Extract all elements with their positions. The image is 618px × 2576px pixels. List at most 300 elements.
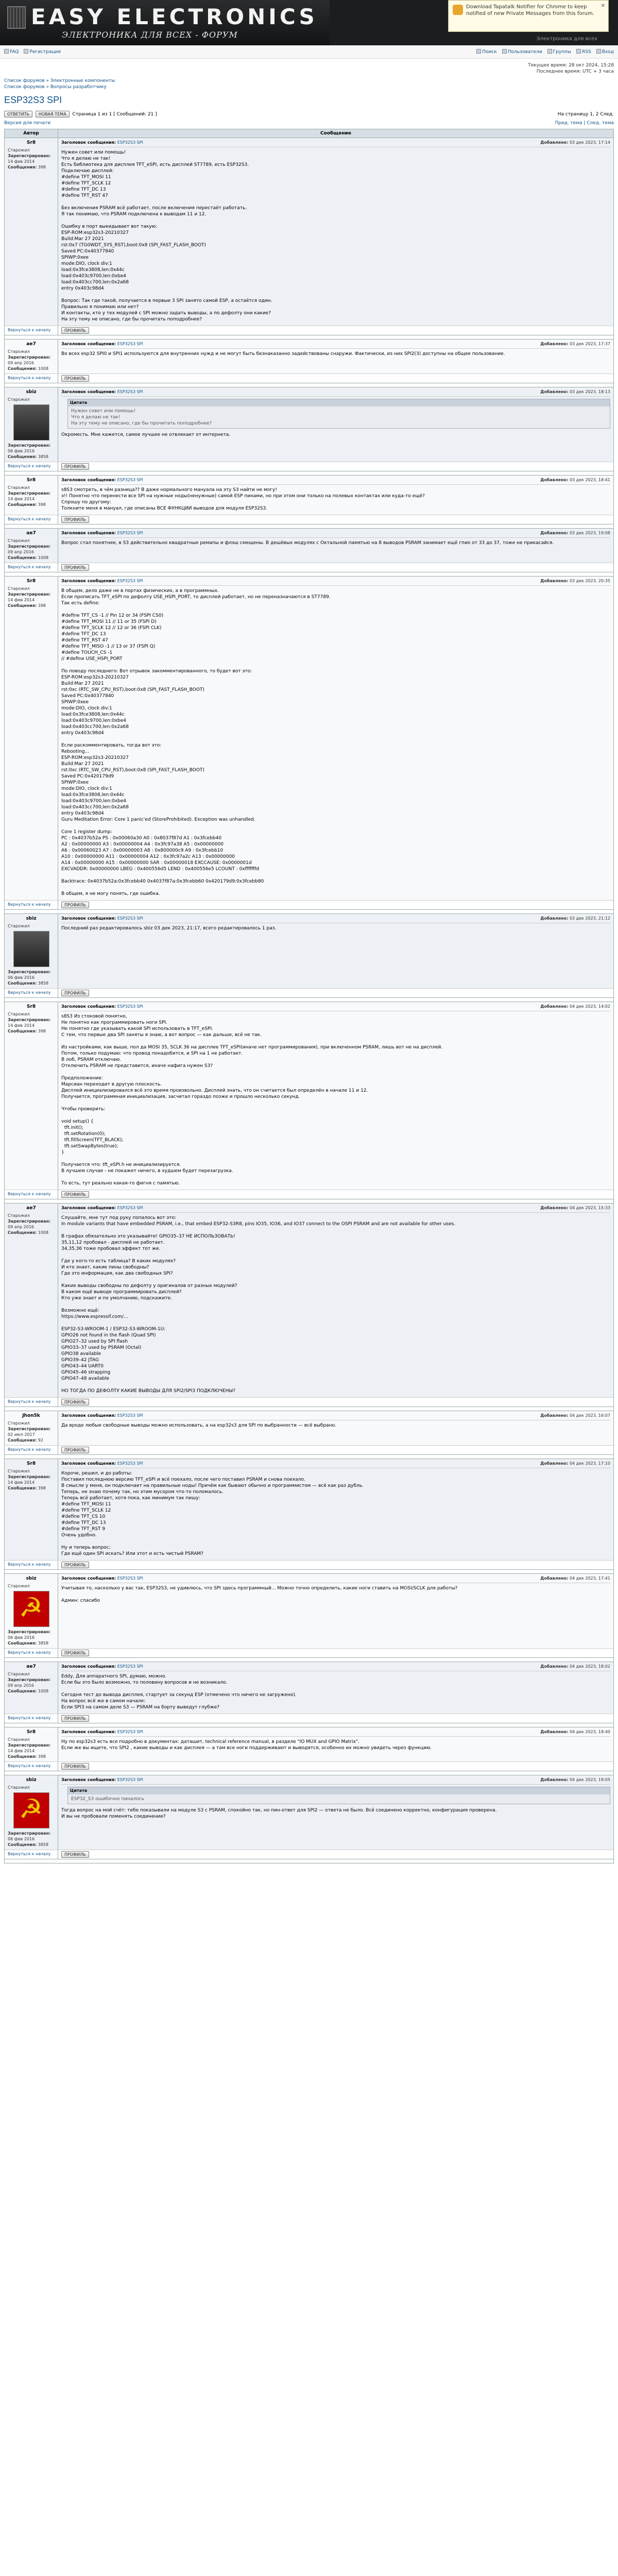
profile-button[interactable]: ПРОФИЛЬ bbox=[61, 1763, 89, 1770]
date-value: 04 дек 2023, 17:10 bbox=[569, 1461, 610, 1466]
date-value: 03 дек 2023, 18:13 bbox=[569, 389, 610, 394]
rss-icon bbox=[576, 49, 581, 54]
col-message: Сообщение bbox=[320, 131, 351, 136]
author-rank: Старожил bbox=[8, 538, 30, 543]
post-subject bbox=[61, 341, 143, 347]
post-footer bbox=[5, 515, 613, 524]
date-value: 04 дек 2023, 16:07 bbox=[569, 1413, 610, 1418]
post-subject bbox=[61, 1729, 143, 1735]
post-text: Нужен совет или помощь! Что я делаю не так! Есть библиотека для дисплея TFT_eSPI, есть дисплей ST7789, есть ESP32S3. Подключаю дисплей: #define TFT_MOSI 11 #define TFT_SCLK 12 #define TFT_DC 13 #define TFT_RST 47 Без включения PSRAM всё работает, после включения перестаёт работать. Я так понимаю, что PSRAM подключена к выводам 11 и 12. Ошибку в порт выкидывает вот такую: ESP-ROM:esp32s3-20210327 Build:Mar 27 2021 rst:0x7 (TG0WDT_SYS_RST),boot:0x8 (SPI_FAST_FLASH_BOOT) Saved PC:0x40377840 SPIWP:0xee mode:DIO, clock div:1 load:0x3fce3808,len:0x44c load:0x403c9700,len:0xbe4 load:0x403cc700,len:0x2a68 entry 0x403c98d4 Вопрос: Так где такой, получается в первые 3 SPI занято самой ESP, а остаётся один. Правильно я понимаю или нет? И контакты, кто у тех модулей с SPI можно задать выводы, а по дефолту они какие? На эту тему не описано, где бы прочитать поподробнее? bbox=[61, 150, 272, 322]
subject-link[interactable]: ESP32S3 SPI bbox=[117, 1664, 143, 1669]
registered-label: Зарегистрирован: bbox=[8, 1831, 51, 1836]
avatar[interactable] bbox=[13, 404, 49, 440]
post-subject bbox=[61, 1777, 143, 1783]
post bbox=[5, 1203, 613, 1411]
post-text: Короче, решил, и до работы: Поставил последнюю версию TFT_eSPI и всё поехало, после чего поставил PSRAM и снова поехало. В смысле у меня, он подключает на правильные ноды! Причём как бывают обычно и программистом — всё как раз дубль. Теперь, не знаю почему так, но этим мусором что-то поломалось. Теперь всё работает, хотя пока, как минимум так пишу: #define TFT_MOSI 11 #define TFT_SCLK 12 #define TFT_CS 10 #define TFT_DC 13 #define TFT_RST 9 Очень удобно. Ну и теперь вопрос: Где ещё один SPI искать? Или этот и есть чистый PSRAM? bbox=[61, 1471, 364, 1556]
author-rank: Старожил bbox=[8, 586, 30, 591]
messages-value: 398 bbox=[38, 603, 46, 608]
post bbox=[5, 1727, 613, 1775]
to-top-link[interactable]: Вернуться к началу bbox=[8, 376, 51, 380]
faq-icon bbox=[4, 49, 9, 54]
notice-text: Download Tapatalk Notifier for Chrome to keep notified of new Private Messages from this forum. bbox=[466, 4, 594, 16]
post-row bbox=[5, 1573, 613, 1648]
author-messages bbox=[8, 603, 55, 608]
post-message bbox=[58, 1204, 613, 1397]
post-body bbox=[61, 1422, 610, 1429]
post-row bbox=[5, 576, 613, 900]
subject-label: Заголовок сообщения: bbox=[61, 1413, 116, 1418]
author-name[interactable]: Sr8 bbox=[26, 579, 36, 584]
post-actions bbox=[58, 1561, 613, 1569]
subject-link[interactable]: ESP32S3 SPI bbox=[117, 389, 143, 394]
pagination[interactable]: На страницу 1, 2 След. bbox=[557, 111, 614, 117]
subject-link[interactable]: ESP32S3 SPI bbox=[117, 342, 143, 346]
profile-button[interactable]: ПРОФИЛЬ bbox=[61, 463, 89, 470]
date-value: 04 дек 2023, 14:02 bbox=[569, 1004, 610, 1009]
avatar[interactable] bbox=[13, 1792, 49, 1828]
post-header bbox=[61, 341, 610, 349]
post-body bbox=[61, 351, 610, 357]
post-text: Последний раз редактировалось sbiz 03 дек 2023, 21:17, всего редактировалось 1 раз. bbox=[61, 926, 277, 931]
post-body bbox=[61, 487, 610, 512]
messages-value: 398 bbox=[38, 1029, 46, 1033]
subject-link[interactable]: ESP32S3 SPI bbox=[117, 1730, 143, 1734]
messages-label: Сообщения: bbox=[8, 981, 37, 986]
close-icon[interactable]: ✕ bbox=[600, 3, 605, 9]
post-text: Ну по esp32s3 есть все подробно в документах: даташит, technical reference manual, в разделе "IO MUX and GPIO Matrix". Если же вы ищете, что SPI2 , какие выводы и как дисплея — а там все ноги поддерживают и выводятся, особенно их можно увидеть через функцию. bbox=[61, 1739, 432, 1751]
post-row bbox=[5, 528, 613, 563]
messages-label: Сообщения: bbox=[8, 1486, 37, 1490]
post-actions bbox=[58, 1649, 613, 1657]
subject-link[interactable]: ESP32S3 SPI bbox=[117, 140, 143, 145]
messages-label: Сообщения: bbox=[8, 1029, 37, 1033]
author-messages bbox=[8, 555, 55, 561]
post-spacer bbox=[5, 1454, 613, 1459]
subject-link[interactable]: ESP32S3 SPI bbox=[117, 1413, 143, 1418]
post-body bbox=[61, 1673, 610, 1710]
post-row bbox=[5, 913, 613, 988]
to-top-cell bbox=[5, 1190, 58, 1199]
to-top-link[interactable]: Вернуться к началу bbox=[8, 1650, 51, 1655]
to-top-cell bbox=[5, 563, 58, 572]
date-value: 03 дек 2023, 18:41 bbox=[569, 478, 610, 482]
profile-button[interactable]: ПРОФИЛЬ bbox=[61, 1399, 89, 1405]
author-name[interactable]: sbiz bbox=[26, 916, 37, 921]
profile-button[interactable]: ПРОФИЛЬ bbox=[61, 990, 89, 996]
post bbox=[5, 1662, 613, 1727]
author-messages bbox=[8, 502, 55, 507]
messages-value: 398 bbox=[38, 502, 46, 507]
post-date bbox=[540, 916, 610, 922]
registered-label: Зарегистрирован: bbox=[8, 491, 51, 496]
timezone-note: Последнее время: UTC + 3 часа bbox=[536, 69, 614, 74]
messages-value: 1008 bbox=[38, 366, 49, 371]
author-messages bbox=[8, 1485, 55, 1491]
post-date bbox=[540, 578, 610, 584]
messages-value: 1008 bbox=[38, 555, 49, 560]
nav-faq[interactable] bbox=[4, 49, 19, 55]
post-actions bbox=[58, 1190, 613, 1199]
post-header bbox=[61, 1575, 610, 1583]
to-top-link[interactable]: Вернуться к началу bbox=[8, 1192, 51, 1196]
post-subject bbox=[61, 1413, 143, 1419]
login-icon bbox=[596, 49, 601, 54]
post-subject bbox=[61, 1004, 143, 1010]
nav-rss[interactable] bbox=[576, 49, 591, 55]
post-spacer bbox=[5, 471, 613, 475]
post-header bbox=[61, 1461, 610, 1468]
subject-link[interactable]: ESP32S3 SPI bbox=[117, 1576, 143, 1581]
author-messages bbox=[8, 1842, 55, 1848]
date-value: 04 дек 2023, 18:02 bbox=[569, 1664, 610, 1669]
author-registered bbox=[8, 969, 55, 980]
subject-link[interactable]: ESP32S3 SPI bbox=[117, 1777, 143, 1782]
to-top-cell bbox=[5, 1762, 58, 1771]
registered-label: Зарегистрирован: bbox=[8, 592, 51, 597]
author-rank: Старожил bbox=[8, 1785, 30, 1790]
post-text: Во всех esp32 SPI0 и SPI1 используются для внутренних нужд и не могут быть безнаказанно задействованы снаружи. Фактически, из них SPI2(3) доступны на общее пользование. bbox=[61, 351, 505, 357]
messages-label: Сообщения: bbox=[8, 1689, 37, 1693]
to-top-cell bbox=[5, 1561, 58, 1569]
author-messages bbox=[8, 164, 55, 170]
added-label: Добавлено: bbox=[540, 1461, 569, 1466]
registered-value: 14 фев 2014 bbox=[8, 497, 35, 501]
to-top-link[interactable]: Вернуться к началу bbox=[8, 1562, 51, 1567]
author-name[interactable]: ae7 bbox=[26, 531, 36, 536]
subject-label: Заголовок сообщения: bbox=[61, 579, 116, 583]
post-spacer bbox=[5, 1406, 613, 1411]
topic-subtoolbar bbox=[0, 120, 618, 127]
nav-search-label: Поиск bbox=[482, 49, 497, 55]
date-value: 04 дек 2023, 17:41 bbox=[569, 1576, 610, 1581]
profile-button[interactable]: ПРОФИЛЬ bbox=[61, 375, 89, 382]
subject-label: Заголовок сообщения: bbox=[61, 1004, 116, 1009]
author-registered bbox=[8, 354, 55, 366]
subject-label: Заголовок сообщения: bbox=[61, 916, 116, 921]
date-value: 03 дек 2023, 17:37 bbox=[569, 342, 610, 346]
profile-button[interactable]: ПРОФИЛЬ bbox=[61, 564, 89, 571]
post bbox=[5, 1411, 613, 1459]
post-message bbox=[58, 138, 613, 326]
quote-block bbox=[67, 1787, 610, 1804]
subject-link[interactable]: ESP32S3 SPI bbox=[117, 1461, 143, 1466]
messages-label: Сообщения: bbox=[8, 1754, 37, 1759]
profile-button[interactable]: ПРОФИЛЬ bbox=[61, 516, 89, 523]
registered-value: 14 фев 2014 bbox=[8, 598, 35, 602]
messages-label: Сообщения: bbox=[8, 603, 37, 608]
subject-label: Заголовок сообщения: bbox=[61, 478, 116, 482]
author-name[interactable]: Jhon5k bbox=[22, 1413, 40, 1418]
post-header bbox=[61, 530, 610, 538]
post-body bbox=[61, 1013, 610, 1187]
nav-faq-label: FAQ bbox=[10, 49, 19, 55]
site-header bbox=[0, 0, 618, 45]
prev-next-topic[interactable]: Пред. тема | След. тема bbox=[555, 121, 614, 126]
author-rank: Старожил bbox=[8, 485, 30, 490]
author-name[interactable]: Sr8 bbox=[26, 1004, 36, 1009]
profile-button[interactable]: ПРОФИЛЬ bbox=[61, 902, 89, 908]
registered-value: 02 июл 2017 bbox=[8, 1432, 35, 1437]
quote-header: Цитата bbox=[68, 1787, 610, 1794]
sub-breadcrumb-link[interactable]: Список форумов » Вопросы разработчику bbox=[4, 84, 107, 90]
to-top-link[interactable]: Вернуться к началу bbox=[8, 1447, 51, 1452]
registered-label: Зарегистрирован: bbox=[8, 355, 51, 360]
post-text: Слушайте, мне тут под руку попалось вот это: In module variants that have embedded PSRAM, i.e., that embed ESP32-S3R8, pins IO35, IO36, and IO37 connect to the OSPI PSRAM and are not available for other uses. В графах обязательно это указывайте! GPIO35–37 НЕ ИСПОЛЬЗОВАТЬ! 35,11,12 пробовал - дисплей не работает. 34,35,36 тоже пробовал эффект тот же. Где у кого-то есть таблица? В каких модулях? И кто знает, какие пины свободны? Где это информация, как два свободных SPI? Какие выводы свободны по дефолту у оригиналов от разных модулей? В каком ещё выводе программировать дисплей? Кто уже знает и по умолчанию, подскажите. Возможно ещё: https://www.espressif.com/... ESP32-S3-WROOM-1 / ESP32-S3-WROOM-1U: GPIO26 not found in the flash (Quad SPI) GPIO27–32 used by SPI flash GPIO33–37 used by PSRAM (Octal) GPIO38 available GPIO39–42 JTAG GPIO43–44 UART0 GPIO45–46 strapping GPIO47–48 available НО ТОГДА ПО ДЕФОЛТУ КАКИЕ ВЫВОДЫ ДЛЯ SPI2/SPI3 ПОДКЛЮЧЕНЫ? bbox=[61, 1215, 456, 1394]
post-spacer bbox=[5, 335, 613, 339]
author-registered bbox=[8, 544, 55, 555]
subject-label: Заголовок сообщения: bbox=[61, 1664, 116, 1669]
nav-register-label: Регистрация bbox=[29, 49, 61, 55]
author-rank: Старожил bbox=[8, 397, 30, 402]
post-spacer bbox=[5, 1723, 613, 1727]
date-value: 04 дек 2023, 19:05 bbox=[569, 1777, 610, 1782]
post-message bbox=[58, 577, 613, 900]
author-name[interactable]: Sr8 bbox=[26, 140, 36, 145]
post-author bbox=[5, 340, 58, 374]
post-actions bbox=[58, 989, 613, 997]
author-messages bbox=[8, 1754, 55, 1759]
author-name[interactable]: sbiz bbox=[26, 1777, 37, 1783]
post-spacer bbox=[5, 1859, 613, 1863]
post-row bbox=[5, 1727, 613, 1761]
nav-members[interactable] bbox=[502, 49, 542, 55]
nav-members-label: Пользователи bbox=[507, 49, 542, 55]
site-logo-title[interactable]: EASY ELECTRONICS bbox=[31, 4, 318, 29]
messages-label: Сообщения: bbox=[8, 1842, 37, 1847]
post-author bbox=[5, 387, 58, 462]
subject-label: Заголовок сообщения: bbox=[61, 1576, 116, 1581]
post-date bbox=[540, 1205, 610, 1211]
registered-value: 09 апр 2016 bbox=[8, 1683, 34, 1688]
post-body bbox=[61, 925, 610, 931]
post-message bbox=[58, 1002, 613, 1190]
post-body bbox=[61, 588, 610, 897]
registered-value: 09 апр 2016 bbox=[8, 550, 34, 554]
post-actions bbox=[58, 1850, 613, 1859]
added-label: Добавлено: bbox=[540, 579, 569, 583]
profile-button[interactable]: ПРОФИЛЬ bbox=[61, 1562, 89, 1568]
subject-link[interactable]: ESP32S3 SPI bbox=[117, 1004, 143, 1009]
new-topic-button[interactable]: НОВАЯ ТЕМА bbox=[36, 111, 70, 117]
to-top-cell bbox=[5, 901, 58, 909]
profile-button[interactable]: ПРОФИЛЬ bbox=[61, 1447, 89, 1453]
subject-label: Заголовок сообщения: bbox=[61, 389, 116, 394]
post-footer bbox=[5, 1190, 613, 1199]
messages-value: 1008 bbox=[38, 1689, 49, 1693]
post-footer bbox=[5, 1560, 613, 1569]
messages-label: Сообщения: bbox=[8, 454, 37, 459]
nav-login[interactable] bbox=[596, 49, 614, 55]
nav-groups[interactable] bbox=[547, 49, 571, 55]
subject-link[interactable]: ESP32S3 SPI bbox=[117, 531, 143, 535]
to-top-cell bbox=[5, 326, 58, 335]
to-top-link[interactable]: Вернуться к началу bbox=[8, 1764, 51, 1768]
to-top-link[interactable]: Вернуться к началу bbox=[8, 902, 51, 907]
author-messages bbox=[8, 1688, 55, 1694]
subject-link[interactable]: ESP32S3 SPI bbox=[117, 916, 143, 921]
post-spacer bbox=[5, 383, 613, 387]
profile-button[interactable]: ПРОФИЛЬ bbox=[61, 1715, 89, 1722]
author-messages bbox=[8, 1640, 55, 1646]
subject-label: Заголовок сообщения: bbox=[61, 1730, 116, 1734]
added-label: Добавлено: bbox=[540, 1413, 569, 1418]
messages-value: 92 bbox=[38, 1438, 43, 1443]
author-rank: Старожил bbox=[8, 1213, 30, 1218]
post-subject bbox=[61, 1575, 143, 1582]
post-author bbox=[5, 1775, 58, 1850]
author-registered bbox=[8, 1831, 55, 1842]
post-row bbox=[5, 339, 613, 374]
post-author bbox=[5, 1411, 58, 1445]
post-author bbox=[5, 1204, 58, 1397]
post-subject bbox=[61, 916, 143, 922]
post-message bbox=[58, 1727, 613, 1761]
post bbox=[5, 1775, 613, 1863]
to-top-link[interactable]: Вернуться к началу bbox=[8, 1399, 51, 1404]
author-name[interactable]: Sr8 bbox=[26, 1461, 36, 1466]
added-label: Добавлено: bbox=[540, 1777, 569, 1782]
profile-button[interactable]: ПРОФИЛЬ bbox=[61, 327, 89, 334]
post-date bbox=[540, 1413, 610, 1419]
subject-link[interactable]: ESP32S3 SPI bbox=[117, 1206, 143, 1210]
post-date bbox=[540, 389, 610, 395]
post bbox=[5, 1459, 613, 1573]
print-link[interactable]: Версия для печати bbox=[4, 121, 51, 126]
post-date bbox=[540, 1777, 610, 1783]
post-author bbox=[5, 476, 58, 515]
added-label: Добавлено: bbox=[540, 478, 569, 482]
post-author bbox=[5, 1727, 58, 1761]
quote-body: Нужен совет или помощь! Что я делаю не так! На эту тему не описано, где бы прочитать поподробнее? bbox=[71, 409, 212, 426]
post-subject bbox=[61, 140, 143, 146]
to-top-link[interactable]: Вернуться к началу bbox=[8, 990, 51, 995]
post-footer bbox=[5, 326, 613, 335]
post-author bbox=[5, 577, 58, 900]
tapatalk-notice[interactable] bbox=[448, 0, 609, 32]
avatar[interactable] bbox=[13, 1591, 49, 1627]
author-name[interactable]: sbiz bbox=[26, 389, 37, 395]
post-footer bbox=[5, 563, 613, 572]
subject-label: Заголовок сообщения: bbox=[61, 1461, 116, 1466]
post-footer bbox=[5, 900, 613, 909]
post-message bbox=[58, 387, 613, 462]
profile-button[interactable]: ПРОФИЛЬ bbox=[61, 1650, 89, 1656]
author-name[interactable]: ae7 bbox=[26, 342, 36, 347]
author-rank: Старожил bbox=[8, 1469, 30, 1473]
to-top-link[interactable]: Вернуться к началу bbox=[8, 565, 51, 569]
registered-value: 06 фев 2016 bbox=[8, 1837, 35, 1841]
nav-register[interactable] bbox=[24, 49, 60, 55]
profile-button[interactable]: ПРОФИЛЬ bbox=[61, 1191, 89, 1198]
messages-value: 398 bbox=[38, 1486, 46, 1490]
post-header bbox=[61, 578, 610, 586]
post-row bbox=[5, 1203, 613, 1397]
post-message bbox=[58, 1662, 613, 1714]
sub-breadcrumb bbox=[0, 83, 618, 90]
reply-button[interactable]: ОТВЕТИТЬ bbox=[4, 111, 32, 117]
added-label: Добавлено: bbox=[540, 1004, 569, 1009]
post-actions bbox=[58, 901, 613, 909]
post-header bbox=[61, 1729, 610, 1737]
to-top-link[interactable]: Вернуться к началу bbox=[8, 328, 51, 332]
subject-label: Заголовок сообщения: bbox=[61, 1777, 116, 1782]
avatar[interactable] bbox=[13, 931, 49, 967]
to-top-cell bbox=[5, 1398, 58, 1406]
post bbox=[5, 913, 613, 1002]
post-date bbox=[540, 1004, 610, 1010]
author-name[interactable]: Sr8 bbox=[26, 1730, 36, 1735]
chip-logo-icon bbox=[7, 6, 26, 29]
author-name[interactable]: ae7 bbox=[26, 1664, 36, 1669]
date-value: 03 дек 2023, 20:35 bbox=[569, 579, 610, 583]
added-label: Добавлено: bbox=[540, 1576, 569, 1581]
quote-block bbox=[67, 399, 610, 429]
post-date bbox=[540, 530, 610, 536]
post-header bbox=[61, 1413, 610, 1420]
author-name[interactable]: ae7 bbox=[26, 1206, 36, 1211]
page-title[interactable]: ESP32S3 SPI bbox=[4, 95, 62, 105]
to-top-cell bbox=[5, 515, 58, 524]
subject-label: Заголовок сообщения: bbox=[61, 1206, 116, 1210]
page-indicator: Страница 1 из 1 bbox=[72, 112, 112, 117]
messages-label: Сообщения: bbox=[8, 502, 37, 507]
author-rank: Старожил bbox=[8, 1421, 30, 1426]
to-top-link[interactable]: Вернуться к началу bbox=[8, 517, 51, 521]
messages-label: Сообщения: bbox=[8, 1641, 37, 1646]
members-icon bbox=[502, 49, 507, 54]
subject-link[interactable]: ESP32S3 SPI bbox=[117, 579, 143, 583]
to-top-link[interactable]: Вернуться к началу bbox=[8, 1716, 51, 1720]
messages-value: 3858 bbox=[38, 1842, 49, 1847]
to-top-link[interactable]: Вернуться к началу bbox=[8, 464, 51, 468]
post-footer bbox=[5, 462, 613, 471]
author-name[interactable]: Sr8 bbox=[26, 478, 36, 483]
author-registered bbox=[8, 153, 55, 164]
registered-label: Зарегистрирован: bbox=[8, 1677, 51, 1682]
registered-label: Зарегистрирован: bbox=[8, 443, 51, 448]
post-subject bbox=[61, 1205, 143, 1211]
breadcrumb-link[interactable]: Список форумов » Электронные компоненты bbox=[4, 78, 115, 83]
post-row bbox=[5, 1411, 613, 1445]
post-actions bbox=[58, 374, 613, 383]
registered-value: 06 фев 2016 bbox=[8, 449, 35, 453]
author-registered bbox=[8, 490, 55, 502]
author-name[interactable]: sbiz bbox=[26, 1576, 37, 1581]
post-actions bbox=[58, 1398, 613, 1406]
registered-label: Зарегистрирован: bbox=[8, 1630, 51, 1634]
post-header bbox=[61, 1004, 610, 1011]
to-top-cell bbox=[5, 1714, 58, 1723]
subject-link[interactable]: ESP32S3 SPI bbox=[117, 478, 143, 482]
to-top-link[interactable]: Вернуться к началу bbox=[8, 1852, 51, 1856]
added-label: Добавлено: bbox=[540, 1730, 569, 1734]
registered-label: Зарегистрирован: bbox=[8, 970, 51, 974]
nav-search[interactable] bbox=[476, 49, 497, 55]
post-spacer bbox=[5, 1771, 613, 1775]
messages-value: 1008 bbox=[38, 1230, 49, 1235]
quote-header: Цитата bbox=[68, 399, 610, 406]
post-text: Да вроде любые свободные выводы можно использовать, а на esp32s3 для SPI по выбранности — всё выбрано. bbox=[61, 1423, 336, 1428]
date-value: 04 дек 2023, 15:33 bbox=[569, 1206, 610, 1210]
profile-button[interactable]: ПРОФИЛЬ bbox=[61, 1851, 89, 1858]
post-author bbox=[5, 1459, 58, 1560]
tapatalk-icon bbox=[453, 5, 463, 15]
post-body bbox=[61, 1739, 610, 1751]
posts-table bbox=[4, 129, 614, 1863]
post-subject bbox=[61, 389, 143, 395]
post-message bbox=[58, 1459, 613, 1560]
post-author bbox=[5, 529, 58, 563]
